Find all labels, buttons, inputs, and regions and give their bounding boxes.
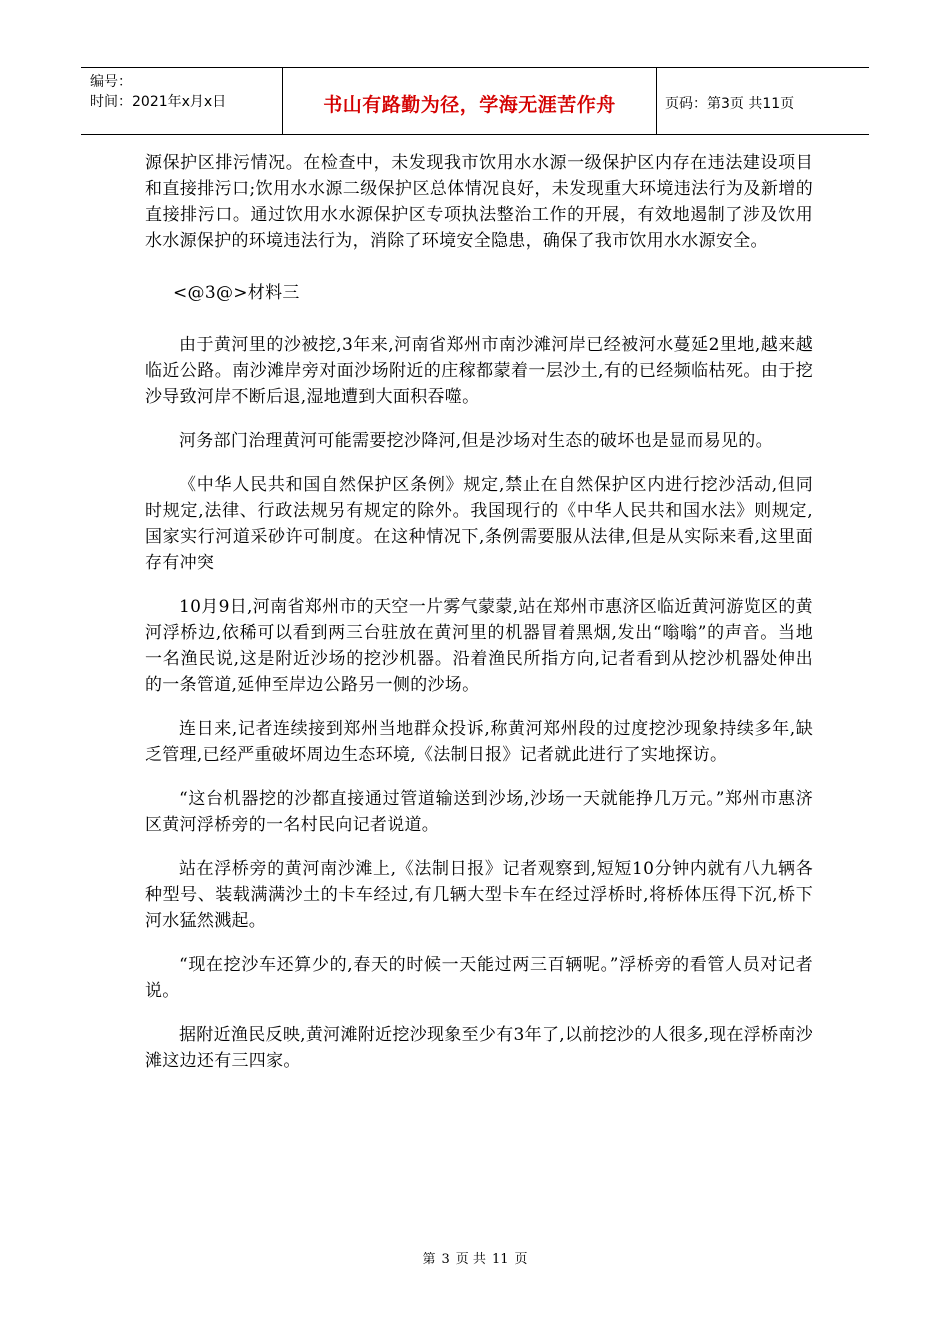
- page-header: [81, 67, 869, 135]
- footer-page-number: 3: [441, 1252, 450, 1267]
- document-body: [145, 150, 813, 1092]
- paragraph: 《中华人民共和国自然保护区条例》规定,禁止在自然保护区内进行挖沙活动,但同时规定,法律、行政法规另有规定的除外。我国现行的《中华人民共和国水法》则规定,国家实行河道采砂许可制度。在这种情况下,条例需要服从法律,但是从实际来看,这里面存有冲突: [145, 475, 813, 573]
- paragraph: 连日来,记者连续接到郑州当地群众投诉,称黄河郑州段的过度挖沙现象持续多年,缺乏管理,已经严重破坏周边生态环境,《法制日报》记者就此进行了实地探访。: [145, 719, 813, 765]
- paragraph: 源保护区排污情况。在检查中，未发现我市饮用水水源一级保护区内存在违法建设项目和直接排污口;饮用水水源二级保护区总体情况良好，未发现重大环境违法行为及新增的直接排污口。通过饮用水水源保护区专项执法整治工作的开展，有效地遏制了涉及饮用水水源保护的环境违法行为，消除了环境安全隐患，确保了我市饮用水水源安全。: [145, 153, 813, 251]
- paragraph: “现在挖沙车还算少的,春天的时候一天能过两三百辆呢。”浮桥旁的看管人员对记者说。: [145, 955, 813, 1001]
- page-footer: [0, 1248, 950, 1267]
- paragraph: 由于黄河里的沙被挖,3年来,河南省郑州市南沙滩河岸已经被河水蔓延2里地,越来越临近公路。南沙滩岸旁对面沙场附近的庄稼都蒙着一层沙土,有的已经频临枯死。由于挖沙导致河岸不断后退,湿地遭到大面积吞噬。: [145, 335, 813, 407]
- paragraph: 站在浮桥旁的黄河南沙滩上,《法制日报》记者观察到,短短10分钟内就有八九辆各种型号、装载满满沙土的卡车经过,有几辆大型卡车在经过浮桥时,将桥体压得下沉,桥下河水猛然溅起。: [145, 859, 813, 931]
- header-page-label: 页码：第3页 共11页: [665, 96, 795, 112]
- header-meta: [81, 68, 283, 134]
- footer-prefix: 第: [422, 1252, 436, 1267]
- number-label: 编号：: [90, 74, 132, 90]
- header-motto: 书山有路勤为径，学海无涯苦作舟: [283, 68, 657, 134]
- footer-suffix: 页: [514, 1252, 528, 1267]
- footer-mid: 页 共: [455, 1252, 486, 1267]
- paragraph: 据附近渔民反映,黄河滩附近挖沙现象至少有3年了,以前挖沙的人很多,现在浮桥南沙滩这边还有三四家。: [145, 1025, 813, 1071]
- footer-total-pages: 11: [491, 1252, 509, 1267]
- paragraph: 河务部门治理黄河可能需要挖沙降河,但是沙场对生态的破坏也是显而易见的。: [179, 431, 773, 451]
- paragraph: 10月9日,河南省郑州市的天空一片雾气蒙蒙,站在郑州市惠济区临近黄河游览区的黄河浮桥边,依稀可以看到两三台驻放在黄河里的机器冒着黑烟,发出“嗡嗡”的声音。当地一名渔民说,这是附近沙场的挖沙机器。沿着渔民所指方向,记者看到从挖沙机器处伸出的一条管道,延伸至岸边公路另一侧的沙场。: [145, 597, 813, 695]
- date-label: 时间：2021年x月x日: [90, 94, 227, 110]
- paragraph: “这台机器挖的沙都直接通过管道输送到沙场,沙场一天就能挣几万元。”郑州市惠济区黄河浮桥旁的一名村民向记者说道。: [145, 789, 813, 835]
- section-heading: <@3@>材料三: [173, 283, 300, 303]
